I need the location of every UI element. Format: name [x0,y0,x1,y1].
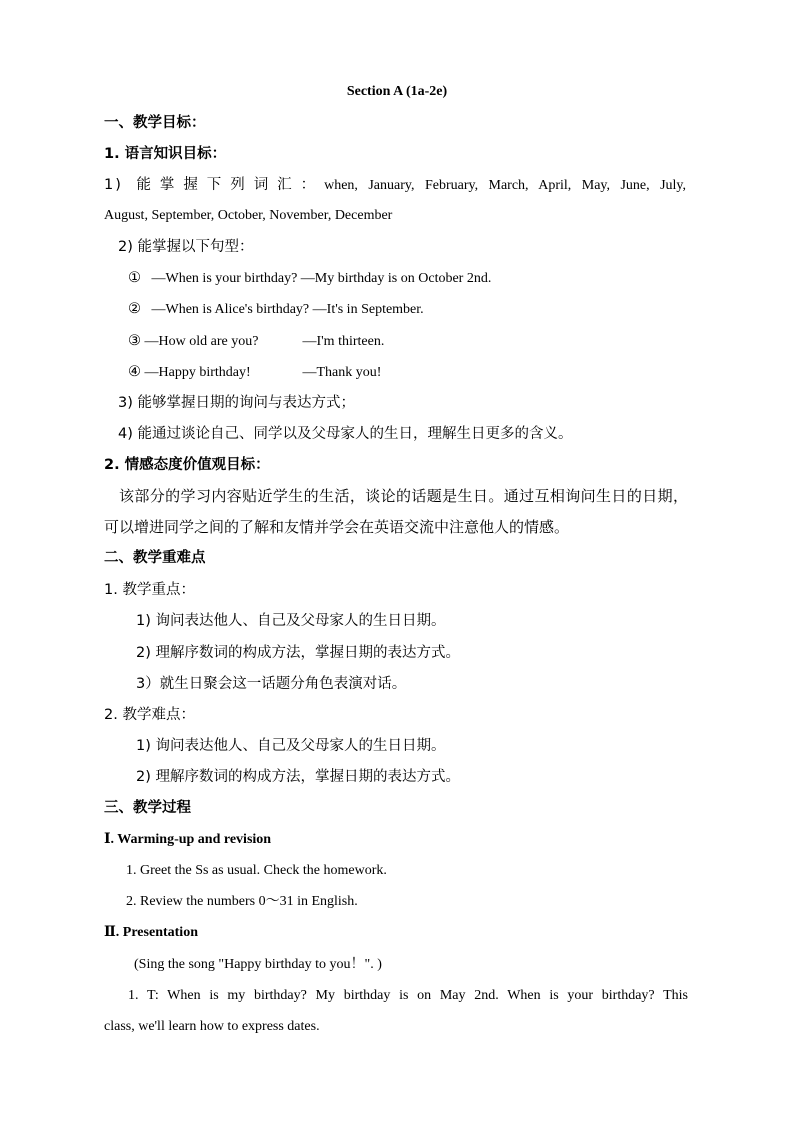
dialog-question: —How old are you? [144,334,259,349]
dialog-question: —Happy birthday! [144,365,251,380]
key-points-label: 1. 教学重点： [104,582,195,598]
vocab-words-1: when, January, February, March, April, May, June, July, [324,178,686,193]
dialog-text: —When is Alice's birthday? —It's in September. [151,302,424,317]
objective-item-4: 4) 能通过谈论自己、同学以及父母家人的生日，理解生日更多的含义。 [118,426,573,442]
difficult-point-item: 2) 理解序数词的构成方法，掌握日期的表达方式。 [136,769,460,785]
emotional-paragraph-line-2: 可以增进同学之间的了解和友情并学会在英语交流中注意他人的情感。 [104,518,570,536]
warming-up-item: 1. Greet the Ss as usual. Check the homework. [126,863,387,878]
key-point-item: 3）就生日聚会这一话题分角色表演对话。 [136,676,407,692]
dialog-line-2 [128,299,424,320]
vocab-line-1 [104,175,686,196]
vocab-label: 1) 能掌握下列词汇： [104,177,325,193]
key-point-item: 1) 询问表达他人、自己及父母家人的生日日期。 [136,613,446,629]
key-point-item: 2) 理解序数词的构成方法，掌握日期的表达方式。 [136,645,460,661]
dialog-number: ④ [128,364,141,380]
dialog-line-4 [128,362,381,383]
section-heading-key-difficult: 二、教学重难点 [104,550,206,566]
section-heading-objectives: 一、教学目标： [104,115,206,131]
dialog-answer: —I'm thirteen. [302,334,385,349]
warming-up-item: 2. Review the numbers 0～31 in English. [126,894,358,909]
dialog-number: ② [128,301,141,317]
part-warming-up-heading: Ⅰ. Warming-up and revision [104,832,272,847]
teacher-line-1: 1. T: When is my birthday? My birthday is on May 2nd. When is your birthday? This [128,988,688,1003]
part-presentation-heading: Ⅱ. Presentation [104,925,198,940]
dialog-line-3 [128,331,384,352]
song-instruction: (Sing the song "Happy birthday to you！". ) [134,957,382,972]
vocab-line-2: August, September, October, November, December [104,208,393,223]
dialog-number: ③ [128,333,141,349]
dialog-line-1 [128,268,491,289]
teacher-line-2: class, we'll learn how to express dates. [104,1019,320,1034]
difficult-point-item: 1) 询问表达他人、自己及父母家人的生日日期。 [136,738,446,754]
section-heading-process: 三、教学过程 [104,800,191,816]
sentence-patterns-label: 2) 能掌握以下句型： [118,239,254,255]
emotional-paragraph-line-1: 该部分的学习内容贴近学生的生活，谈论的话题是生日。通过互相询问生日的日期， [119,487,688,505]
difficult-points-label: 2. 教学难点： [104,707,195,723]
page-title: Section A (1a-2e) [346,84,448,99]
dialog-answer: —Thank you! [302,365,382,380]
subheading-language-knowledge: 1. 语言知识目标： [104,146,227,162]
subheading-emotional-goals: 2. 情感态度价值观目标： [104,457,270,473]
objective-item-3: 3) 能够掌握日期的询问与表达方式； [118,395,355,411]
dialog-text: —When is your birthday? —My birthday is on October 2nd. [151,271,492,286]
dialog-number: ① [128,270,141,286]
